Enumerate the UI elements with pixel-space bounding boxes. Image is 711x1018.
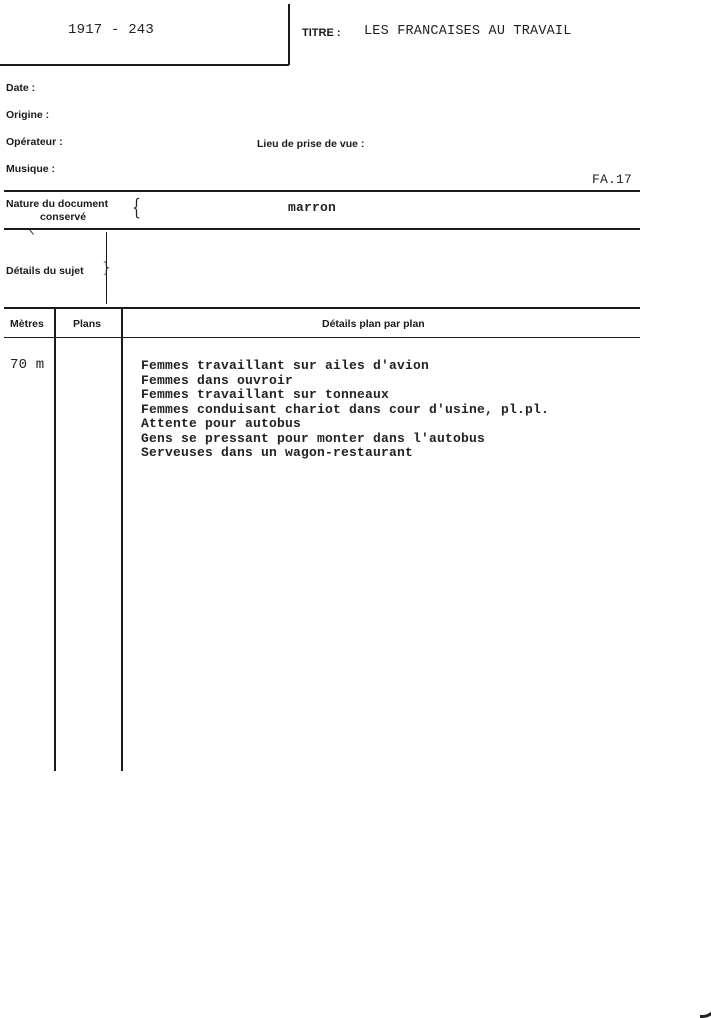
nature-top-rule: [4, 190, 640, 192]
musique-label: Musique :: [6, 163, 55, 175]
details-sujet-brace: }: [102, 260, 111, 276]
operateur-label: Opérateur :: [6, 136, 63, 148]
shot-line: Femmes dans ouvroir: [141, 372, 294, 388]
page-edge-curl: [700, 985, 711, 1018]
title-label: TITRE :: [302, 27, 341, 39]
shot-line: Serveuses dans un wagon-restaurant: [141, 445, 414, 460]
shot-line: Femmes travaillant sur tonneaux: [141, 387, 390, 402]
col-header-details: Détails plan par plan: [322, 318, 425, 330]
table-header-bottom-rule: [4, 337, 640, 338]
table-top-rule: [4, 307, 640, 309]
header-box-right-border: [288, 4, 290, 65]
origine-label: Origine :: [6, 109, 50, 121]
details-sujet-top-rule: [4, 228, 640, 230]
shot-line: Gens se pressant pour monter dans l'autobus: [141, 430, 486, 446]
shot-list: [141, 359, 549, 461]
nature-label-line2: conservé: [40, 211, 87, 223]
lieu-label: Lieu de prise de vue :: [257, 138, 365, 150]
nature-brace: {: [132, 196, 141, 222]
shot-line: Femmes travaillant sur ailes d'avion: [141, 358, 430, 373]
shot-line: Femmes conduisant chariot dans cour d'usine, pl.pl.: [141, 401, 550, 417]
title-value: LES FRANCAISES AU TRAVAIL: [364, 24, 572, 39]
col-header-plans: Plans: [73, 318, 102, 330]
nature-label-line1: Nature du document: [6, 198, 109, 210]
date-label: Date :: [6, 82, 36, 94]
header-box-bottom-border: [0, 64, 289, 66]
details-sujet-label: Détails du sujet: [6, 265, 84, 277]
stray-mark: [29, 223, 41, 235]
shot-line: Attente pour autobus: [141, 416, 302, 431]
metres-value: 70 m: [10, 357, 45, 373]
nature-value: marron: [288, 200, 337, 215]
col-header-metres: Mètres: [10, 318, 44, 330]
reference-number: 1917 - 243: [68, 22, 155, 38]
column-divider-1: [54, 309, 56, 771]
document-code: FA.17: [592, 172, 633, 187]
column-divider-2: [121, 309, 123, 771]
